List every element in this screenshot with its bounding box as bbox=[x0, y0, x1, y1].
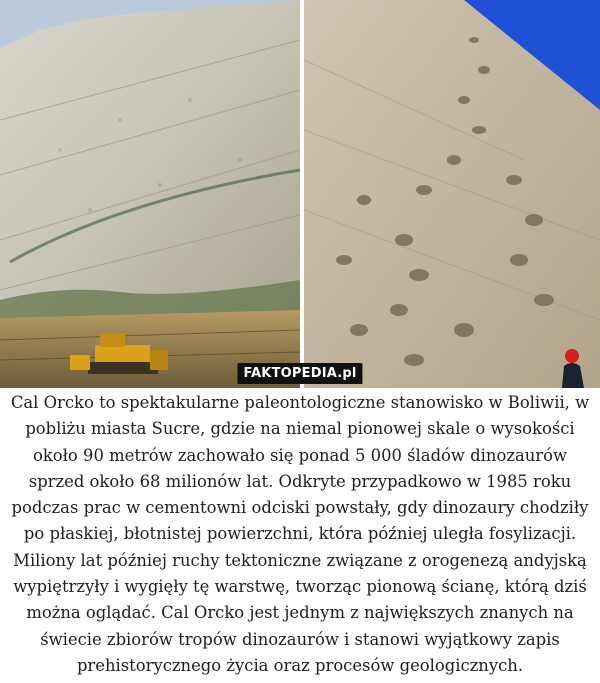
watermark-logo: FAKTOPEDIA.pl bbox=[237, 363, 362, 384]
photo-cliff-wall bbox=[0, 0, 300, 388]
caption-text: Cal Orcko to spektakularne paleontologiczne stanowisko w Boliwii, w pobliżu miasta Sucre, gdzie na niemal pionowej skale o wysokości około 90 metrów zachowało się ponad 5 000 śladów dinozaurów sprzed około 68 milionów lat. Odkryte przypadkowo w 1985 roku podczas prac w cementowni odciski powstały, gdy dinozaury chodziły po płaskiej, błotnistej powierzchni, która później uległa fosylizacji. Miliony lat później ruchy tektoniczne związane z orogenezą andyjską wypiętrzyły i wygięły tę warstwę, tworząc pionową ścianę, którą dziś można oglądać. Cal Orcko jest jednym z największych znanych na świecie zbiorów tropów dinozaurów i stanowi wyjątkowy zapis prehistorycznego życia oraz procesów geologicznych. bbox=[10, 393, 590, 675]
photo-dinosaur-tracks bbox=[304, 0, 600, 388]
